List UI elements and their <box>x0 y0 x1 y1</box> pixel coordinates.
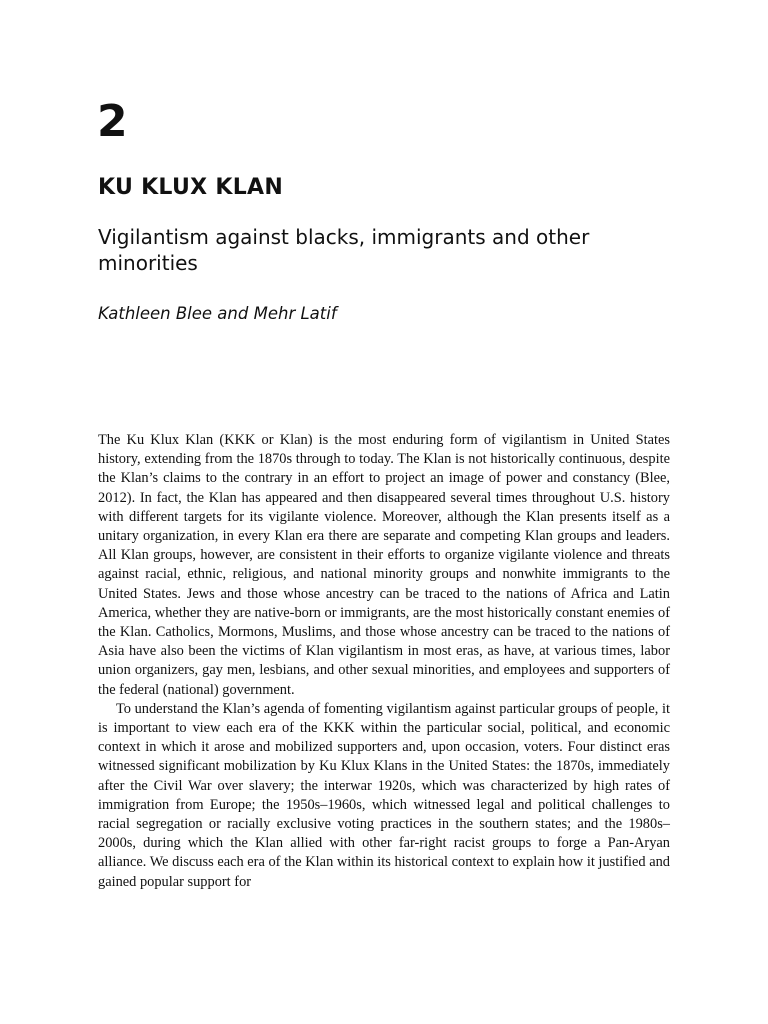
paragraph-2: To understand the Klan’s agenda of fomenting vigilantism against particular groups of people, it is important to view each era of the KKK within the particular social, political, and economic context in which it arose and mobilized supporters and, upon occasion, voters. Four distinct eras witnessed significant mobilization by Ku Klux Klans in the United States: the 1870s, immediately after the Civil War over slavery; the interwar 1920s, which was characterized by high rates of immigration from Europe; the 1950s–1960s, which witnessed legal and political challenges to racial segregation or racially exclusive voting practices in the southern states; and the 1980s–2000s, during which the Klan allied with other far-right racist groups to forge a Pan-Aryan alliance. We discuss each era of the Klan within its historical context to explain how it justified and gained popular support for <box>98 700 670 890</box>
chapter-subtitle: Vigilantism against blacks, immigrants and other minorities <box>98 225 590 275</box>
paragraph-1: The Ku Klux Klan (KKK or Klan) is the most enduring form of vigilantism in United States history, extending from the 1870s through to today. The Klan is not historically continuous, despite the Klan’s claims to the contrary in an effort to project an image of power and constancy (Blee, 2012). In fact, the Klan has appeared and then disappeared several times throughout U.S. history with different targets for its vigilante violence. Moreover, although the Klan presents itself as a unitary organization, in every Klan era there are separate and competing Klan groups and leaders. All Klan groups, however, are consistent in their efforts to organize vigilante violence and threats against racial, ethnic, religious, and national minority groups and nonwhite immigrants to the United States. Jews and those whose ancestry can be traced to the nations of Africa and Latin America, whether they are native-born or immigrants, are the most historically constant enemies of the Klan. Catholics, Mormons, Muslims, and those whose ancestry can be traced to the nations of Asia have also been the victims of Klan vigilantism in most eras, as have, at various times, labor union organizers, gay men, lesbians, and other sexual minorities, and employees and supporters of the federal (national) government. <box>98 432 670 698</box>
chapter-title: KU KLUX KLAN <box>98 175 284 200</box>
body-text <box>98 431 670 892</box>
chapter-number: 2 <box>97 96 128 147</box>
chapter-authors: Kathleen Blee and Mehr Latif <box>98 304 337 323</box>
